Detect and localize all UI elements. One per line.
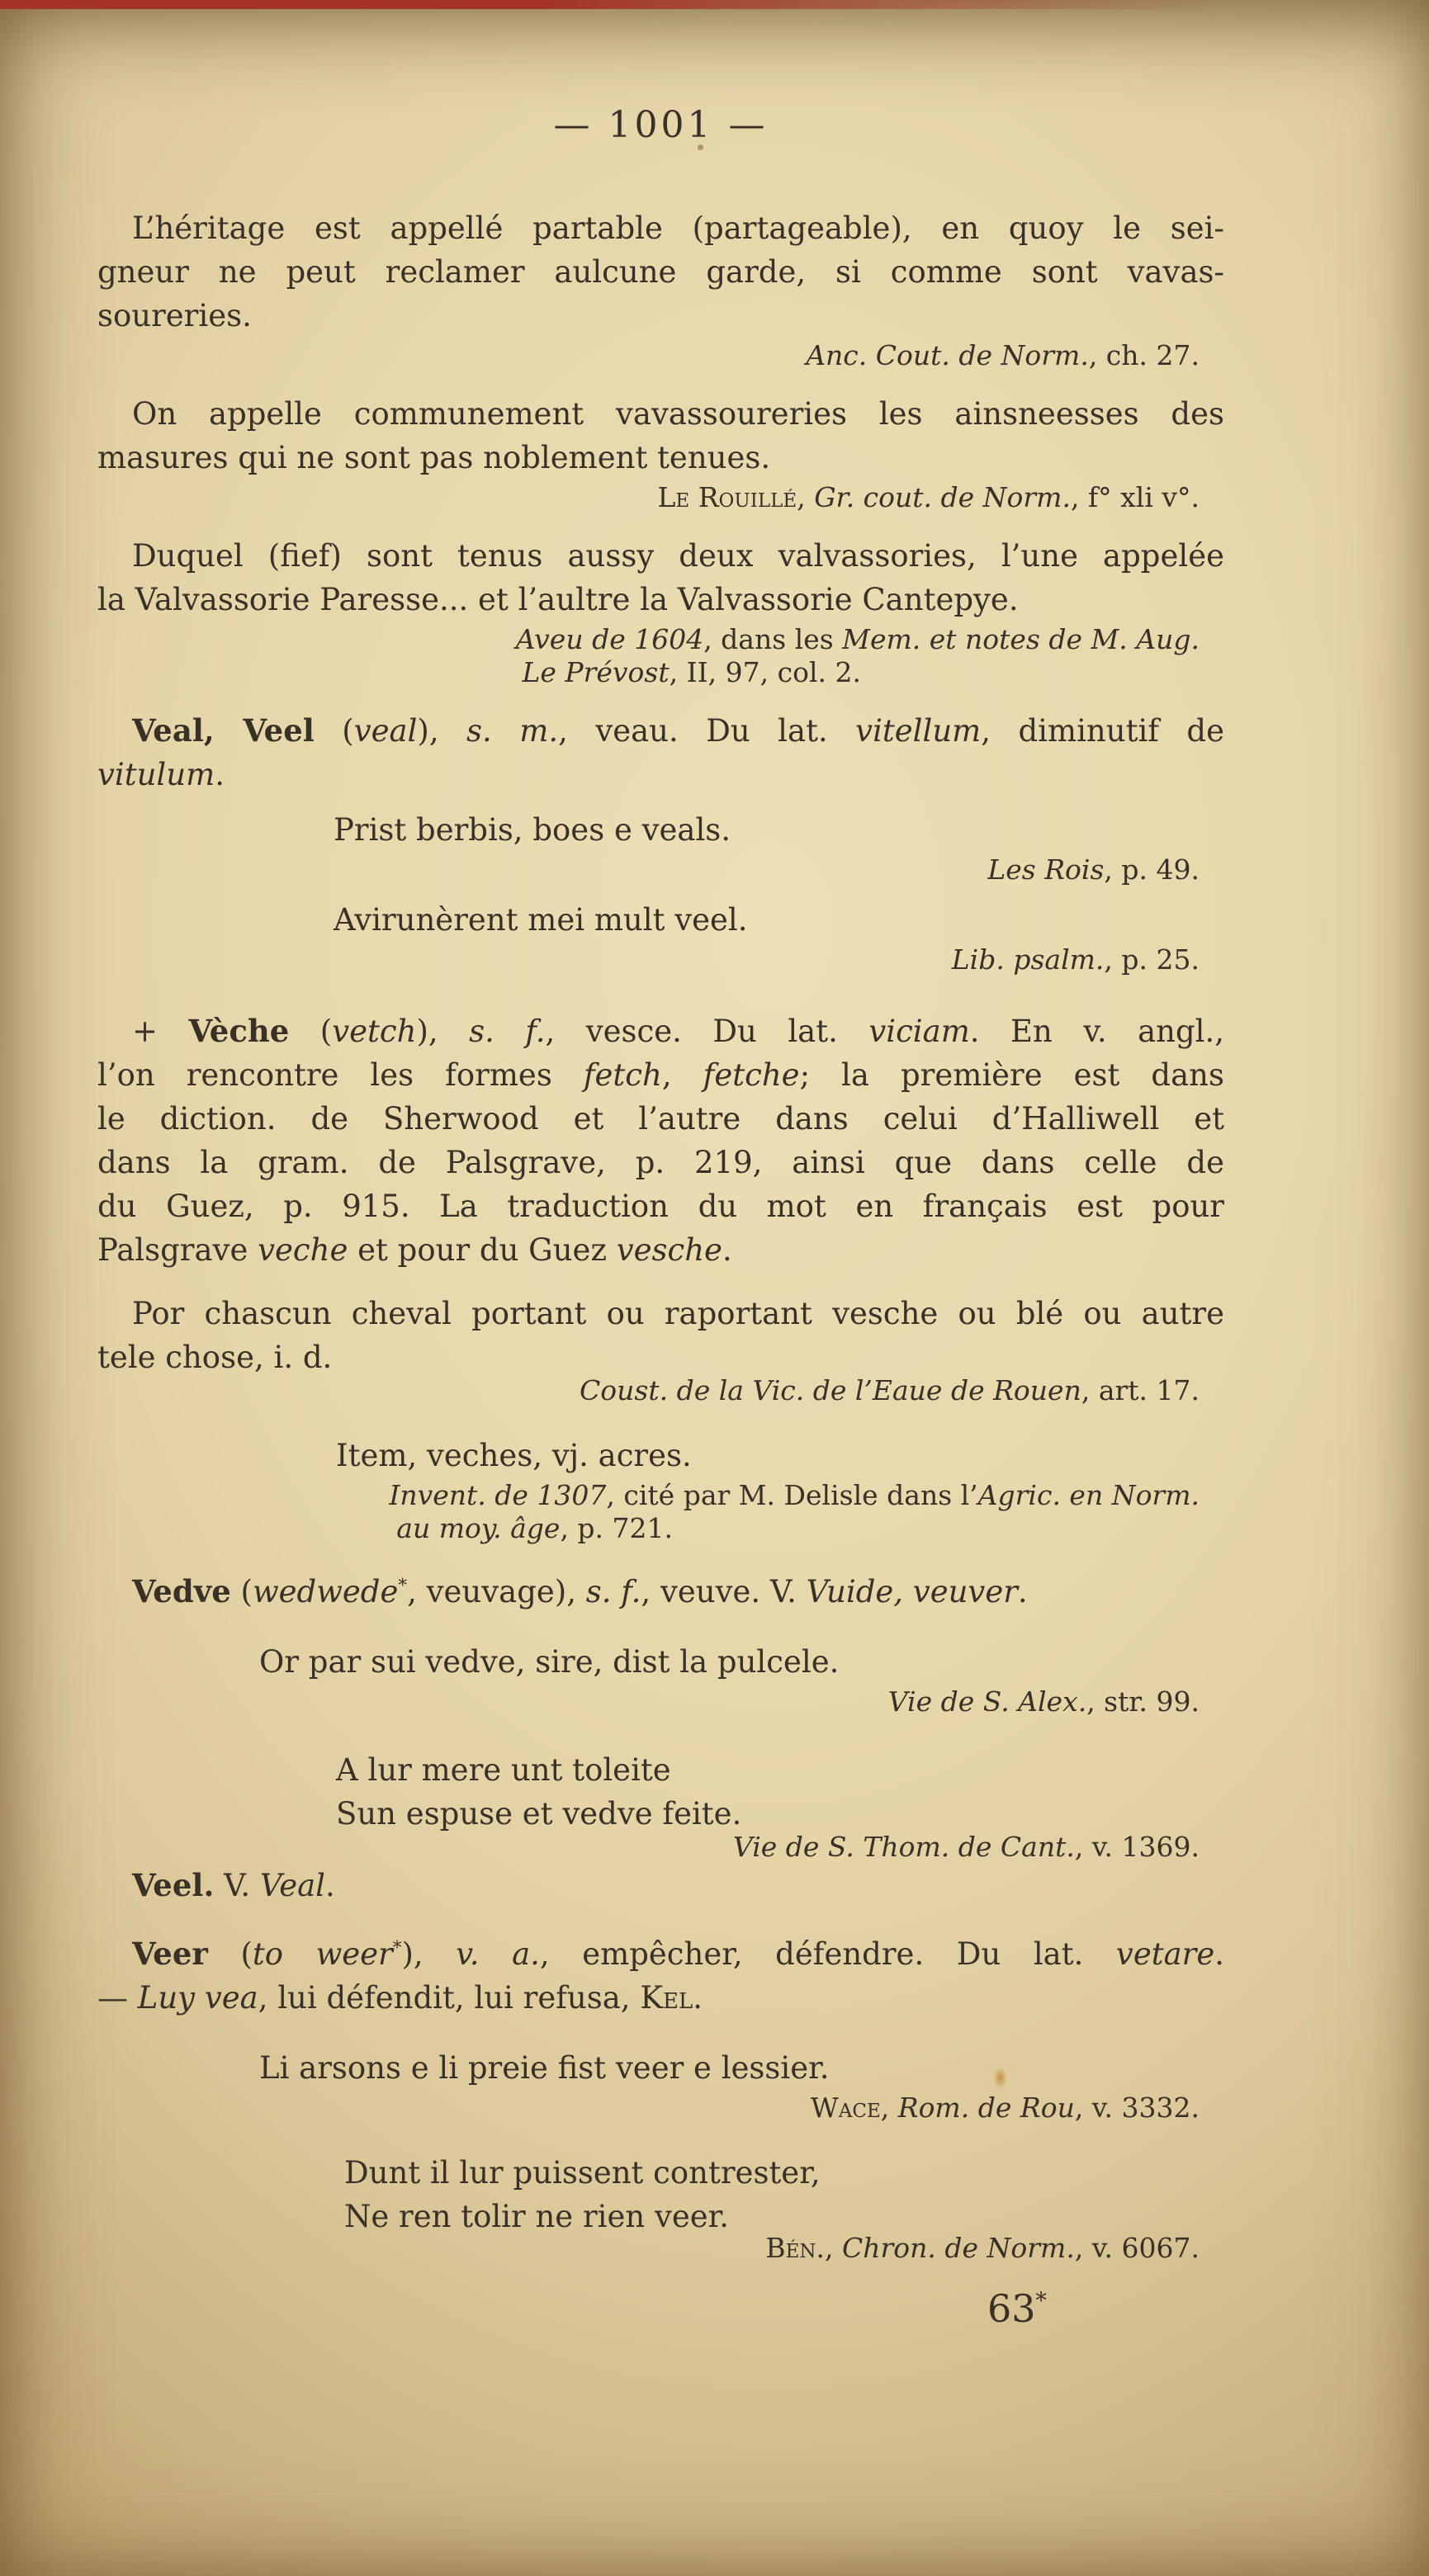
- text-line: Or par sui vedve, sire, dist la pulcele.: [259, 1644, 840, 1680]
- text-line: — Luy vea, lui défendit, lui refusa, Kel.: [97, 1980, 703, 2016]
- text-line: Ne ren tolir ne rien veer.: [344, 2199, 730, 2234]
- citation-coust-vic-eaue: [97, 1374, 1224, 1407]
- text-line: L’héritage est appellé partable (partageable), en quoy le sei-: [132, 210, 1224, 246]
- text-line: 63*: [987, 2286, 1047, 2331]
- entry-veel: [97, 1864, 1224, 1907]
- verse-dunt-il: [344, 2151, 1224, 2238]
- text-line: Vie de S. Thom. de Cant., v. 1369.: [732, 1831, 1200, 1863]
- text-line: Veer (to weer*), v. a., empêcher, défendre. Du lat. vetare.: [132, 1936, 1224, 1972]
- citation-vie-s-alex: [97, 1685, 1224, 1718]
- entry-veal: [97, 709, 1224, 796]
- text-line: dans la gram. de Palsgrave, p. 219, ainsi que dans celle de: [97, 1145, 1224, 1180]
- text-line: Palsgrave veche et pour du Guez vesche.: [97, 1232, 732, 1268]
- text-line: Le Rouillé, Gr. cout. de Norm., f° xli v°.: [657, 481, 1200, 513]
- verse-prist-berbis: [334, 808, 1224, 852]
- text-line: Prist berbis, boes e veals.: [334, 812, 731, 848]
- text-line: masures qui ne sont pas noblement tenues.: [97, 440, 771, 475]
- text-line: Le Prévost, II, 97, col. 2.: [522, 656, 861, 688]
- quote-para-duquel: [97, 534, 1224, 622]
- text-line: soureries.: [97, 298, 252, 333]
- verse-a-lur-mere: [336, 1748, 1224, 1836]
- text-line: Wace, Rom. de Rou, v. 3332.: [810, 2092, 1200, 2124]
- text-line: On appelle communement vavassoureries les ainsneesses des: [132, 396, 1224, 432]
- entry-vedve: [97, 1570, 1224, 1614]
- paper-stain-spot: [993, 2067, 1007, 2089]
- entry-veer: [97, 1932, 1224, 2020]
- verse-or-par-sui: [259, 1640, 1224, 1684]
- quote-para-heritage: [97, 206, 1224, 338]
- text-line: Vie de S. Alex., str. 99.: [887, 1685, 1200, 1718]
- text-line: Duquel (fief) sont tenus aussy deux valvassories, l’une appelée: [132, 538, 1224, 574]
- text-line: Item, veches, vj. acres.: [336, 1438, 692, 1473]
- text-line: le diction. de Sherwood et l’autre dans celui d’Halliwell et: [97, 1101, 1224, 1137]
- text-line: Invent. de 1307, cité par M. Delisle dans l’Agric. en Norm.: [389, 1479, 1200, 1511]
- quote-para-por-chascun: [97, 1292, 1224, 1379]
- citation-les-rois: [97, 853, 1224, 886]
- text-line: Bén., Chron. de Norm., v. 6067.: [765, 2232, 1200, 2264]
- text-line: Li arsons e li preie fist veer e lessier.: [259, 2050, 830, 2086]
- text-line: Dunt il lur puissent contrester,: [344, 2155, 821, 2191]
- text-line: du Guez, p. 915. La traduction du mot en français est pour: [97, 1189, 1224, 1224]
- citation-le-rouille: [97, 481, 1224, 514]
- verse-item-veches: [336, 1434, 1224, 1477]
- text-line: + Vèche (vetch), s. f., vesce. Du lat. viciam. En v. angl.,: [132, 1013, 1224, 1049]
- page-content: [97, 206, 1224, 2265]
- text-line: la Valvassorie Paresse... et l’aultre la Valvassorie Cantepye.: [97, 582, 1019, 617]
- signature-mark: [987, 2288, 1047, 2329]
- text-line: au moy. âge, p. 721.: [396, 1512, 673, 1544]
- verse-avirunerent: [334, 898, 1224, 942]
- text-line: Lib. psalm., p. 25.: [951, 943, 1200, 976]
- text-line: Anc. Cout. de Norm., ch. 27.: [806, 339, 1200, 371]
- text-line: tele chose, i. d.: [97, 1340, 333, 1375]
- text-line: Sun espuse et vedve feite.: [336, 1796, 742, 1832]
- text-line: Por chascun cheval portant ou raportant vesche ou blé ou autre: [132, 1296, 1224, 1331]
- citation-invent-1307: [97, 1479, 1224, 1545]
- book-edge-red-stripe: [0, 0, 1222, 9]
- text-line: Coust. de la Vic. de l’Eaue de Rouen, art. 17.: [580, 1374, 1200, 1406]
- citation-anc-cout: [97, 339, 1224, 372]
- text-line: Veal, Veel (veal), s. m., veau. Du lat. vitellum, diminutif de: [132, 712, 1225, 749]
- text-line: Vedve (wedwede*, veuvage), s. f., veuve. V. Vuide, veuver.: [132, 1573, 1028, 1609]
- citation-aveu-1604: [97, 623, 1224, 689]
- text-line: A lur mere unt toleite: [336, 1752, 671, 1788]
- page-number: — 1001 —: [553, 104, 769, 146]
- citation-vie-s-thom: [97, 1831, 1224, 1864]
- text-line: l’on rencontre les formes fetch, fetche; la première est dans: [97, 1057, 1224, 1093]
- text-line: gneur ne peut reclamer aulcune garde, si comme sont vavas-: [97, 254, 1224, 290]
- verse-li-arsons: [259, 2046, 1224, 2090]
- text-line: vitulum.: [97, 757, 225, 792]
- entry-veche: [97, 1009, 1224, 1272]
- citation-lib-psalm: [97, 943, 1224, 976]
- text-line: Les Rois, p. 49.: [987, 853, 1200, 886]
- quote-para-vavassoureries: [97, 392, 1224, 480]
- text-line: Aveu de 1604, dans les Mem. et notes de M. Aug.: [515, 623, 1200, 655]
- text-line: Avirunèrent mei mult veel.: [334, 902, 748, 938]
- citation-wace: [97, 2092, 1224, 2125]
- text-line: Veel. V. Veal.: [132, 1867, 335, 1903]
